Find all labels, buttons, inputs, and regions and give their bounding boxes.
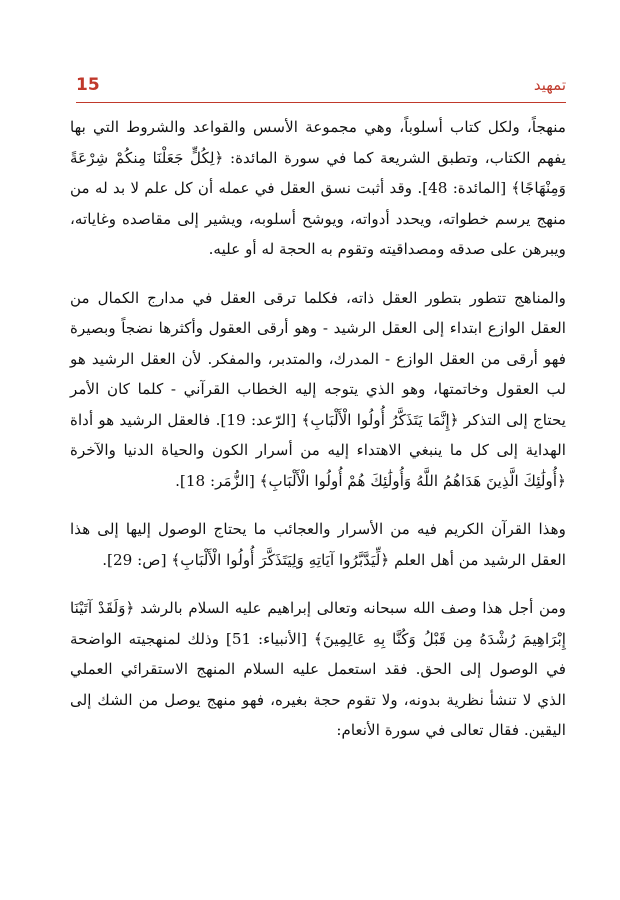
header-divider <box>76 102 566 103</box>
page-number: 15 <box>76 75 100 95</box>
running-title: تمهيد <box>533 76 566 94</box>
page-header <box>76 72 566 98</box>
page-body <box>70 112 566 746</box>
body-paragraph: وهذا القرآن الكريم فيه من الأسرار والعجائب ما يحتاج الوصول إليها إلى هذا العقل الرشيد من أهل العلم ﴿لِّيَدَّبَّرُوا آيَاتِهِ وَلِيَتَذَكَّرَ أُولُوا الْأَلْبَابِ﴾ [ص: 29]. <box>70 520 566 569</box>
body-paragraph: والمناهج تتطور بتطور العقل ذاته، فكلما ترقى العقل في مدارج الكمال من العقل الوازع ابتداء إلى العقل الرشيد - وهو أرقى العقول وأكثرها نضجاً وبصيرة فهو أرقى من العقل الوازع - المدرك، والمتدبر، والمفكر. لأن العقل الرشيد هو لب العقول وخاتمتها، وهو الذي يتوجه إليه الخطاب القرآني - كلما كان الأمر يحتاج إلى التذكر ﴿إِنَّمَا يَتَذَكَّرُ أُولُوا الْأَلْبَابِ﴾ [الرّعد: 19]. فالعقل الرشيد هو أداة الهداية إلى كل ما ينبغي الاهتداء إليه من أسرار الكون والحياة الدنيا والآخرة ﴿أُولَٰئِكَ الَّذِينَ هَدَاهُمُ اللَّهُ وَأُولَٰئِكَ هُمْ أُولُوا الْأَلْبَابِ﴾ [الزُّمَر: 18]. <box>70 288 566 490</box>
body-paragraph: منهجاً، ولكل كتاب أسلوباً، وهي مجموعة الأسس والقواعد والشروط التي بها يفهم الكتاب، وتطبق الشريعة كما في سورة المائدة: ﴿لِكُلٍّ جَعَلْنَا مِنكُمْ شِرْعَةً وَمِنْهَاجًا﴾ [المائدة: 48]. وقد أثبت نسق العقل في عمله أن كل علم لا بد له من منهج يرسم خطواته، ويحدد أدواته، ويوشح أسلوبه، ويشير إلى مقاصده وغاياته، ويبرهن على صدقه ومصداقيته وتقوم به الحجة له أو عليه. <box>70 118 567 258</box>
body-paragraph: ومن أجل هذا وصف الله سبحانه وتعالى إبراهيم عليه السلام بالرشد ﴿وَلَقَدْ آتَيْنَا إِبْرَاهِيمَ رُشْدَهُ مِن قَبْلُ وَكُنَّا بِهِ عَالِمِينَ﴾ [الأنبياء: 51] وذلك لمنهجيته الواضحة في الوصول إلى الحق. فقد استعمل عليه السلام المنهج الاستقرائي العملي الذي لا تنشأ نظرية بدونه، ولا تقوم حجة بغيره، فهو منهج يوصل من الشك إلى اليقين. فقال تعالى في سورة الأنعام: <box>70 599 566 739</box>
